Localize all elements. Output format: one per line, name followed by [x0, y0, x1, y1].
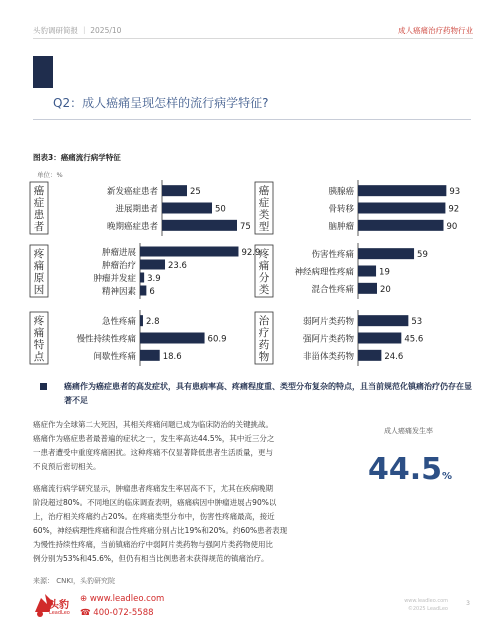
group-label-char: 类: [258, 209, 270, 221]
logo-text: 头豹: [49, 600, 69, 611]
group-label-char: 疼: [33, 248, 45, 260]
category-label: 间歇性疼痛: [93, 351, 136, 362]
data-label: 19: [379, 267, 390, 278]
paragraph-line: 癌症作为全球第二大死因，其相关疼痛问题已成为临床防治的关键挑战。: [33, 420, 273, 429]
bar: [358, 203, 445, 214]
group-label-char: 类: [258, 284, 270, 296]
data-label: 24.6: [384, 351, 404, 362]
bullet-marker: [40, 383, 47, 390]
paragraph-line: 癌痛流行病学研究显示，肿瘤患者疼痛发生率居高不下，尤其在疾病晚期: [33, 484, 273, 493]
category-label: 神经病理性疼痛: [294, 267, 354, 278]
paragraph-line: 一患者遭受中重度疼痛困扰。这种疼痛不仅显著降低患者生活质量，更与: [33, 448, 273, 457]
group-label-char: 癌: [33, 185, 45, 197]
question-title: Q2：成人癌痛呈现怎样的流行病学特征?: [53, 96, 269, 110]
bar: [140, 350, 160, 361]
category-label: 骨转移: [328, 204, 354, 215]
bar: [358, 315, 408, 326]
paragraph-line: 60%，神经病理性疼痛和混合性疼痛分别占比19%和20%。约60%患者表现: [33, 526, 288, 535]
group-label-char: 症: [258, 197, 270, 209]
category-label: 肿瘤并发症: [93, 274, 136, 284]
category-label: 慢性持续性疼痛: [76, 334, 136, 345]
key-finding: 癌痛作为癌症患者的高发症状，具有患病率高、疼痛程度重、类型分布复杂的特点，且当前规范化镇痛治疗仍存在显著不足: [64, 382, 472, 405]
paragraph-1: [33, 418, 353, 474]
source-note: 来源： CNKI，头豹研究院: [33, 577, 116, 585]
group-label-char: 疗: [258, 327, 270, 339]
paragraph-line: 为慢性持续性疼痛，当前镇痛治疗中弱阿片类药物与强阿片类药物使用比: [33, 540, 273, 549]
group-label-char: 疼: [33, 315, 45, 327]
group-label-char: 痛: [33, 260, 45, 272]
data-label: 23.6: [168, 261, 187, 271]
logo-subtext: LeadLeo: [49, 610, 70, 616]
header-left: 头豹调研简报 ｜ 2025/10: [33, 26, 122, 35]
category-label: 新发癌症患者: [106, 187, 158, 198]
data-label: 50: [215, 204, 226, 215]
data-label: 75: [240, 221, 251, 232]
group-label-char: 疼: [258, 248, 270, 260]
group-label-char: 分: [258, 272, 270, 284]
data-label: 92: [448, 204, 460, 215]
bar: [358, 266, 376, 277]
bar: [140, 333, 205, 344]
stat-number: 44.5: [368, 452, 443, 487]
data-label: 93: [449, 187, 461, 198]
website-text: www.leadleo.com: [89, 594, 165, 604]
bar: [140, 260, 165, 270]
data-label: 6: [149, 287, 155, 297]
group-label-char: 癌: [258, 185, 270, 197]
data-label: 45.6: [404, 334, 424, 345]
category-label: 混合性疼痛: [311, 284, 354, 295]
category-label: 非甾体类药物: [302, 351, 354, 362]
paragraph-line: 癌痛作为癌症患者最普遍的症状之一，发生率高达44.5%，其中近三分之: [33, 434, 275, 443]
group-label-char: 治: [258, 315, 270, 327]
category-label: 急性疼痛: [101, 317, 136, 328]
group-label-char: 型: [258, 221, 270, 233]
website-link[interactable]: [80, 594, 164, 604]
globe-icon: ⊕: [80, 594, 90, 604]
stat-unit: %: [442, 471, 453, 482]
category-label: 精神因素: [101, 287, 136, 297]
bar: [358, 283, 377, 294]
group-label-char: 症: [33, 197, 45, 209]
paragraph-line: 上，治疗相关疼痛约占20%。在疼痛类型分布中，伤害性疼痛最高，接近: [33, 512, 275, 521]
bar: [162, 220, 237, 231]
group-label-char: 特: [33, 339, 45, 351]
data-label: 3.9: [147, 274, 161, 284]
data-label: 20: [380, 284, 391, 295]
data-label: 59: [417, 250, 428, 261]
category-label: 弱阿片类药物: [302, 317, 354, 328]
bar: [162, 203, 212, 214]
bar: [140, 273, 144, 283]
phone-link[interactable]: [80, 608, 154, 618]
group-label-char: 原: [33, 272, 45, 284]
category-label: 进展期患者: [115, 204, 158, 215]
page-number: 3: [466, 600, 470, 607]
category-label: 晚期癌症患者: [106, 221, 158, 232]
paragraph-line: 不良预后密切相关。: [33, 462, 101, 471]
phone-text: 400-072-5588: [93, 608, 154, 618]
group-label-char: 点: [33, 351, 45, 363]
paragraph-line: 例分别为53%和45.6%，但仍有相当比例患者未获得规范的镇痛治疗。: [33, 554, 269, 563]
bar: [358, 185, 446, 196]
group-label-char: 药: [258, 339, 270, 351]
bar: [358, 248, 414, 259]
data-label: 92.9: [241, 248, 261, 258]
figure-unit: 单位：%: [37, 171, 63, 179]
bar: [358, 333, 401, 344]
bar: [358, 220, 444, 231]
bar: [140, 315, 143, 326]
category-label: 强阿片类药物: [302, 334, 354, 345]
stat-value: [368, 452, 452, 487]
data-label: 53: [411, 317, 423, 328]
group-label-char: 痛: [33, 327, 45, 339]
group-label-char: 物: [258, 351, 270, 363]
category-label: 肿瘤治疗: [101, 261, 136, 271]
stat-label: 成人癌痛发生率: [384, 427, 433, 435]
bar: [358, 350, 381, 361]
bar: [140, 247, 238, 257]
paragraph-line: 阶段超过80%。不同地区的临床调查表明，癌痛病因中肿瘤进展占90%以: [33, 498, 277, 507]
phone-icon: ☎: [80, 608, 94, 618]
data-label: 60.9: [207, 334, 227, 345]
data-label: 90: [446, 221, 458, 232]
category-label: 胰腺癌: [328, 187, 354, 198]
header-right: 成人癌痛治疗药物行业: [398, 26, 473, 35]
category-label: 脑肿瘤: [328, 221, 354, 232]
category-label: 肿瘤进展: [101, 248, 136, 258]
bar: [162, 185, 187, 196]
group-label-char: 患: [33, 209, 45, 221]
group-label-char: 痛: [258, 260, 270, 272]
data-label: 25: [190, 187, 201, 198]
category-label: 伤害性疼痛: [311, 250, 354, 261]
paragraph-2: [33, 482, 353, 566]
bar: [140, 286, 146, 296]
group-label-char: 因: [33, 284, 45, 296]
footer-website: www.leadleo.com: [404, 598, 448, 604]
figure-title: 图表3：癌痛流行病学特征: [33, 153, 121, 162]
group-label-char: 者: [33, 221, 45, 233]
data-label: 18.6: [162, 351, 182, 362]
footer-copyright: ©2025 LeadLeo: [407, 606, 448, 612]
data-label: 2.8: [145, 317, 160, 328]
